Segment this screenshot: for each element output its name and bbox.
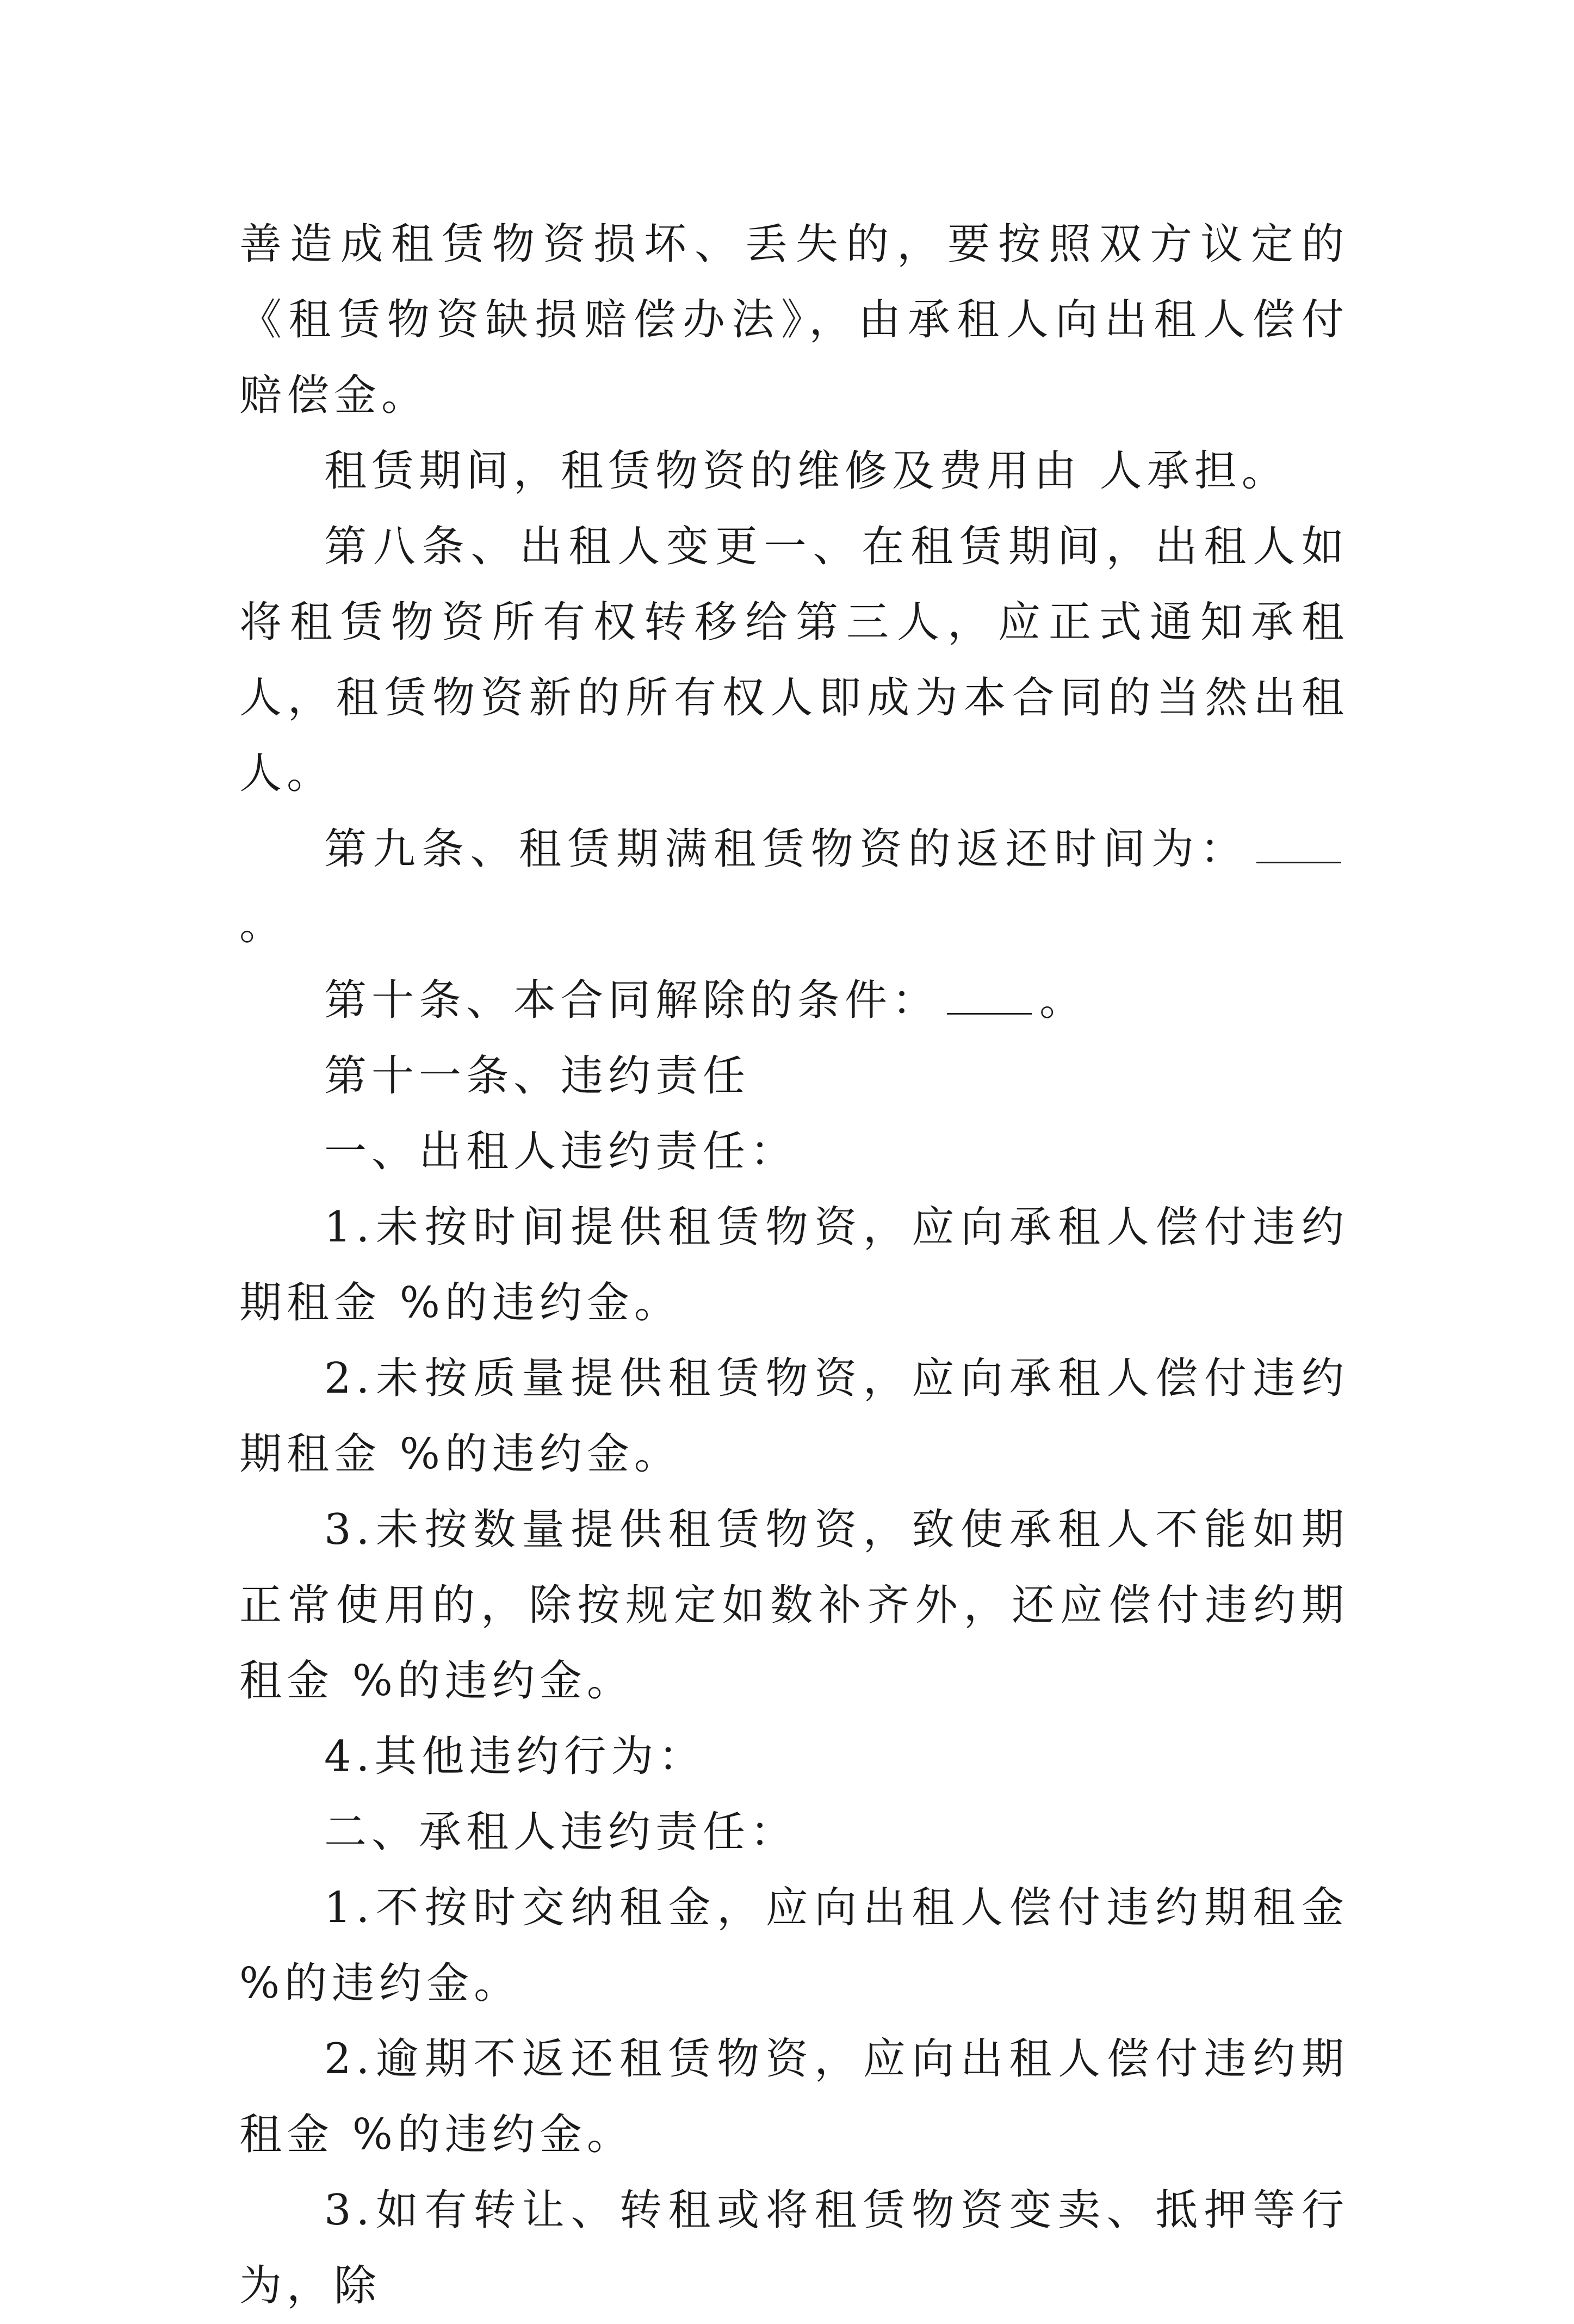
paragraph-lessee-item-2: 2.逾期不返还租赁物资，应向出租人偿付违约期租金 %的违约金。 (239, 2035, 1349, 2159)
paragraph-lessee-liability-heading: 二、承租人违约责任： (324, 1808, 798, 1857)
paragraph-damage-compensation: 善造成租赁物资损坏、丢失的，要按照双方议定的《租赁物资缺损赔偿办法》，由承租人向出租人偿付赔偿金。 (239, 220, 1349, 420)
article-9-text: 第九条、租赁期满租赁物资的返还时间为： (324, 825, 1249, 874)
article-10-end: 。 (1039, 976, 1087, 1025)
paragraph-lessee-item-1: 1.不按时交纳租金，应向出租人偿付违约期租金 %的违约金。 (239, 1883, 1349, 2008)
article-9-end: 。 (239, 900, 287, 949)
paragraph-maintenance-cost: 租赁期间，租赁物资的维修及费用由 人承担。 (324, 447, 1289, 496)
termination-conditions-blank (947, 975, 1032, 1015)
paragraph-article-11-heading: 第十一条、违约责任 (324, 1052, 751, 1101)
paragraph-lessor-item-3: 3.未按数量提供租赁物资，致使承租人不能如期正常使用的，除按规定如数补齐外，还应偿付违约期租金 %的违约金。 (239, 1505, 1349, 1705)
paragraph-article-8: 第八条、出租人变更一、在租赁期间，出租人如将租赁物资所有权转移给第三人，应正式通知承租人，租赁物资新的所有权人即成为本合同的当然出租人。 (239, 522, 1349, 798)
article-10-text: 第十条、本合同解除的条件： (324, 976, 940, 1025)
paragraph-article-9 (239, 812, 1349, 963)
paragraph-lessee-item-3: 3.如有转让、转租或将租赁物资变卖、抵押等行为，除 (239, 2186, 1349, 2310)
paragraph-lessor-item-1: 1.未按时间提供租赁物资，应向承租人偿付违约期租金 %的违约金。 (239, 1203, 1349, 1327)
document-body (239, 207, 1349, 2324)
paragraph-article-10 (239, 963, 1349, 1039)
paragraph-lessor-item-4: 4.其他违约行为： (324, 1732, 706, 1781)
paragraph-lessor-item-2: 2.未按质量提供租赁物资，应向承租人偿付违约期租金 %的违约金。 (239, 1354, 1349, 1479)
return-time-blank (1256, 824, 1341, 863)
paragraph-lessor-liability-heading: 一、出租人违约责任： (324, 1127, 798, 1176)
